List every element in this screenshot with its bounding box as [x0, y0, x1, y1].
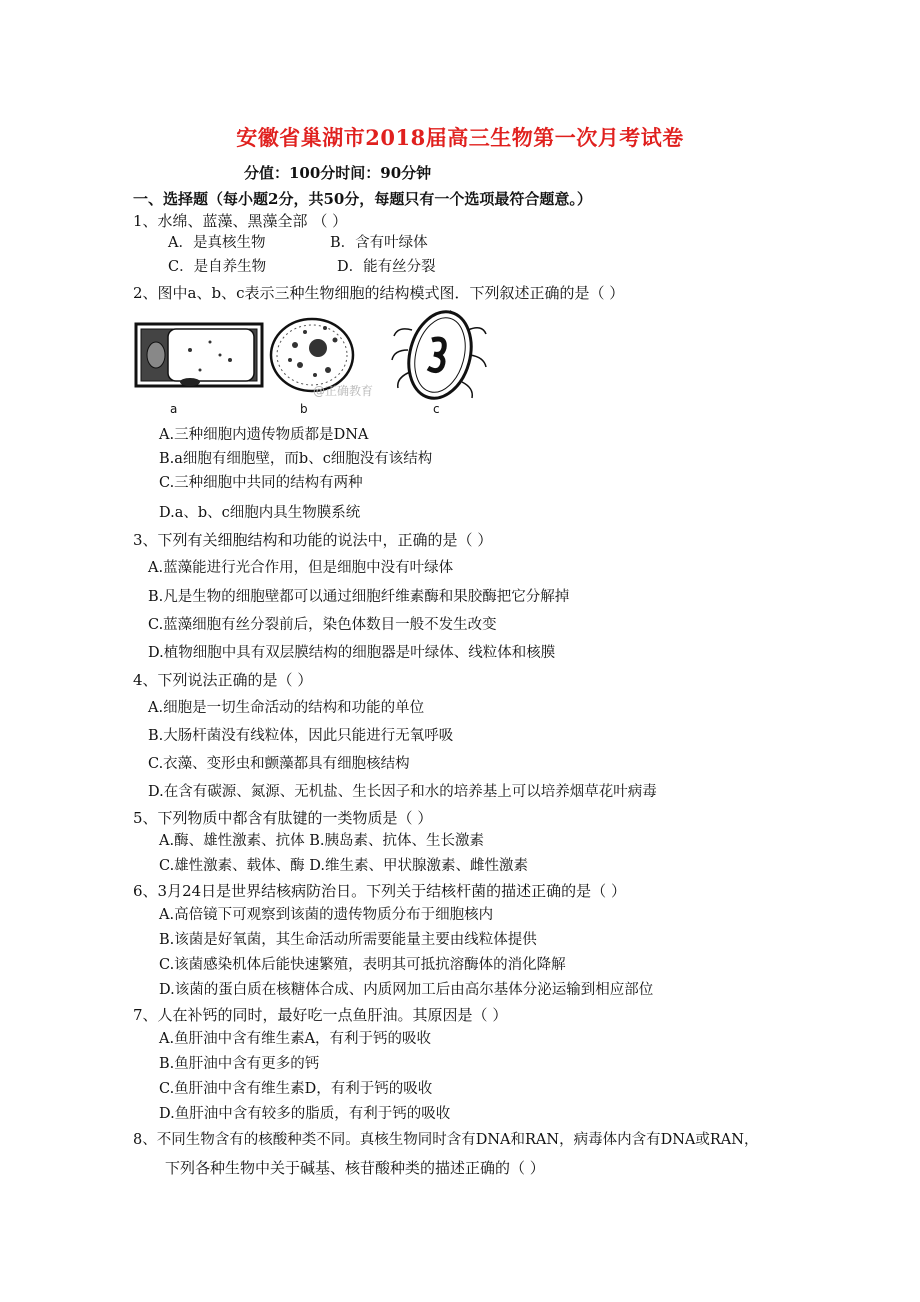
plant-cell-a: [136, 324, 262, 386]
section-heading: 一、选择题（每小题2分，共50分，每题只有一个选项最符合题意。）: [133, 190, 592, 208]
question-6-option-d: D.该菌的蛋白质在核糖体合成、内质网加工后由高尔基体分泌运输到相应部位: [159, 982, 654, 998]
question-3-option-d: D.植物细胞中具有双层膜结构的细胞器是叶绿体、线粒体和核膜: [148, 645, 556, 661]
figure-label-a: a: [170, 402, 178, 416]
question-4-option-b: B.大肠杆菌没有线粒体，因此只能进行无氧呼吸: [148, 728, 454, 744]
question-6-stem: 6、3月24日是世界结核病防治日。下列关于结核杆菌的描述正确的是（ ）: [133, 882, 626, 900]
question-7-option-c: C.鱼肝油中含有维生素D，有利于钙的吸收: [159, 1081, 433, 1097]
question-8-stem-line1: 8、不同生物含有的核酸种类不同。真核生物同时含有DNA和RAN，病毒体内含有DNA或RAN，: [133, 1132, 759, 1148]
cell-diagrams: [130, 310, 560, 420]
page-title: 安徽省巢湖市2018届高三生物第一次月考试卷: [236, 125, 684, 150]
question-1-stem: 1、水绵、蓝藻、黑藻全部 （ ）: [133, 212, 348, 230]
question-1-option-b: B．含有叶绿体: [330, 235, 428, 251]
bacterium-cell-c: [392, 310, 486, 405]
question-2-stem: 2、图中a、b、c表示三种生物细胞的结构模式图．下列叙述正确的是（ ）: [133, 284, 625, 302]
question-2-option-d: D.a、b、c细胞内具生物膜系统: [159, 505, 361, 521]
question-5-options-ab: A.酶、雄性激素、抗体 B.胰岛素、抗体、生长激素: [159, 833, 484, 849]
question-3-option-a: A.蓝藻能进行光合作用，但是细胞中没有叶绿体: [148, 560, 454, 576]
question-6-option-c: C.该菌感染机体后能快速繁殖，表明其可抵抗溶酶体的消化降解: [159, 957, 566, 973]
question-2-option-b: B.a细胞有细胞壁，而b、c细胞没有该结构: [159, 451, 433, 467]
watermark: @正确教育: [313, 384, 374, 398]
question-3-stem: 3、下列有关细胞结构和功能的说法中，正确的是（ ）: [133, 531, 493, 549]
question-4-option-c: C.衣藻、变形虫和颤藻都具有细胞核结构: [148, 756, 410, 772]
question-1-option-a: A．是真核生物: [168, 235, 266, 251]
question-3-option-b: B.凡是生物的细胞壁都可以通过细胞纤维素酶和果胶酶把它分解掉: [148, 589, 570, 605]
animal-cell-b: [271, 319, 353, 391]
question-5-stem: 5、下列物质中都含有肽键的一类物质是（ ）: [133, 809, 433, 827]
question-1-option-d: D．能有丝分裂: [337, 259, 436, 275]
question-2-option-a: A.三种细胞内遗传物质都是DNA: [159, 427, 369, 443]
question-7-option-d: D.鱼肝油中含有较多的脂质，有利于钙的吸收: [159, 1106, 451, 1122]
question-4-stem: 4、下列说法正确的是（ ）: [133, 671, 313, 689]
question-3-option-c: C.蓝藻细胞有丝分裂前后，染色体数目一般不发生改变: [148, 617, 497, 633]
question-1-option-c: C．是自养生物: [168, 259, 267, 275]
question-6-option-a: A.高倍镜下可观察到该菌的遗传物质分布于细胞核内: [159, 907, 494, 923]
question-7-stem: 7、人在补钙的同时，最好吃一点鱼肝油。其原因是（ ）: [133, 1006, 508, 1024]
cell-structure-figure: [130, 310, 560, 420]
exam-meta: 分值：100分时间：90分钟: [244, 164, 432, 182]
question-8-stem-line2: 下列各种生物中关于碱基、核苷酸种类的描述正确的（ ）: [165, 1159, 545, 1177]
question-7-option-a: A.鱼肝油中含有维生素A，有利于钙的吸收: [159, 1031, 432, 1047]
question-2-option-c: C.三种细胞中共同的结构有两种: [159, 475, 363, 491]
question-6-option-b: B.该菌是好氧菌，其生命活动所需要能量主要由线粒体提供: [159, 932, 537, 948]
figure-label-b: b: [300, 402, 308, 416]
question-4-option-a: A.细胞是一切生命活动的结构和功能的单位: [148, 700, 425, 716]
question-5-options-cd: C.雄性激素、载体、酶 D.维生素、甲状腺激素、雌性激素: [159, 858, 529, 874]
question-4-option-d: D.在含有碳源、氮源、无机盐、生长因子和水的培养基上可以培养烟草花叶病毒: [148, 784, 657, 800]
question-7-option-b: B.鱼肝油中含有更多的钙: [159, 1056, 320, 1072]
figure-label-c: c: [433, 402, 440, 416]
